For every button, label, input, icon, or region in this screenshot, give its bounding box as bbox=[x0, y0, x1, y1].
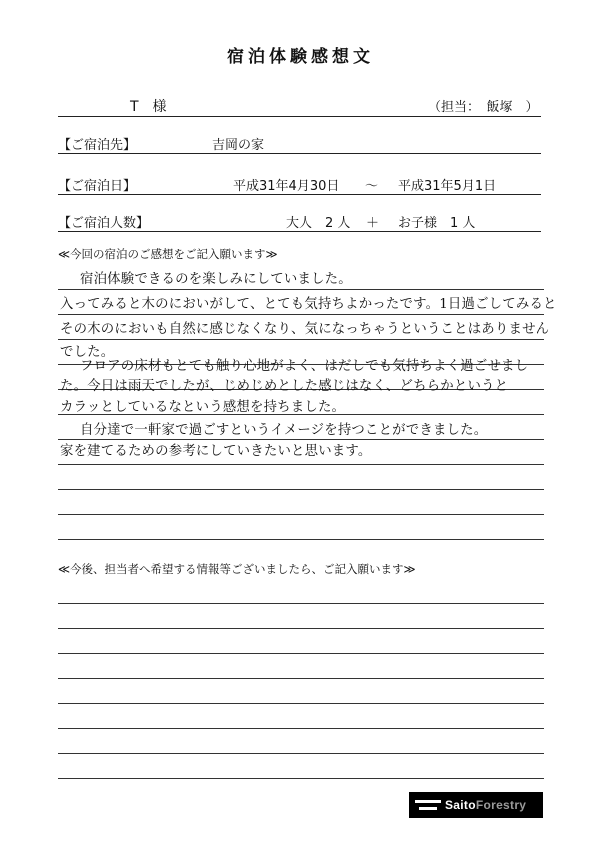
impressions-rule bbox=[58, 489, 544, 490]
handwritten-line: その木のにおいも自然に感じなくなり、気になっちゃうということはありません bbox=[60, 322, 550, 337]
customer-name: T 様 bbox=[130, 99, 167, 115]
handwritten-line: フロアの床材もとても触り心地がよく、はだしでも気持ちよく過ごせまし bbox=[80, 359, 529, 374]
saito-forestry-logo bbox=[409, 792, 543, 818]
requests-rule bbox=[58, 778, 544, 779]
place-value: 吉岡の家 bbox=[212, 138, 265, 153]
requests-rule bbox=[58, 678, 544, 679]
impressions-prompt-text: ≪今回の宿泊のご感想をご記入願います≫ bbox=[58, 247, 278, 261]
adults-count: 大人 2 人 bbox=[286, 216, 351, 231]
handwritten-line: でした。 bbox=[60, 345, 115, 360]
handwritten-line: た。今日は雨天でしたが、じめじめとした感じはなく、どちらかというと bbox=[60, 379, 509, 394]
requests-rule bbox=[58, 653, 544, 654]
place-line bbox=[58, 153, 541, 154]
plus-sign: ＋ bbox=[366, 216, 380, 231]
handwritten-line: 入ってみると木のにおいがして、とても気持ちよかったです。1日過ごしてみると bbox=[60, 297, 557, 312]
date-line bbox=[58, 194, 541, 195]
page-title: 宿泊体験感想文 bbox=[227, 47, 374, 67]
handwritten-line: 自分達で一軒家で過ごすというイメージを持つことができました。 bbox=[80, 423, 488, 438]
children-count: お子様 1 人 bbox=[398, 216, 476, 231]
impressions-rule bbox=[58, 539, 544, 540]
date-to: 平成31年5月1日 bbox=[398, 179, 497, 194]
people-line bbox=[58, 231, 541, 232]
logo-brand: SaitoForestry bbox=[445, 798, 527, 812]
date-label: 【ご宿泊日】 bbox=[58, 179, 137, 194]
handwritten-line: 家を建てるための参考にしていきたいと思います。 bbox=[60, 444, 372, 459]
header-line bbox=[58, 116, 541, 117]
requests-prompt: ≪今後、担当者へ希望する情報等ございましたら、ご記入願います≫ bbox=[58, 562, 416, 576]
requests-rule bbox=[58, 628, 544, 629]
impressions-rule bbox=[58, 514, 544, 515]
handwritten-line: 宿泊体験できるのを楽しみにしていました。 bbox=[80, 272, 352, 287]
person-in-charge: （担当： 飯塚 ） bbox=[428, 100, 539, 115]
date-separator: ～ bbox=[365, 179, 379, 194]
logo-mark-icon bbox=[409, 792, 445, 818]
people-label: 【ご宿泊人数】 bbox=[58, 216, 150, 231]
requests-rule bbox=[58, 603, 544, 604]
place-label: 【ご宿泊先】 bbox=[58, 138, 137, 153]
impressions-rule bbox=[58, 339, 544, 340]
requests-rule bbox=[58, 753, 544, 754]
requests-rule bbox=[58, 703, 544, 704]
impressions-rule bbox=[58, 464, 544, 465]
handwritten-line: カラッとしているなという感想を持ちました。 bbox=[60, 400, 346, 415]
impressions-rule bbox=[58, 289, 544, 290]
impressions-rule bbox=[58, 314, 544, 315]
requests-rule bbox=[58, 728, 544, 729]
date-from: 平成31年4月30日 bbox=[233, 179, 340, 194]
